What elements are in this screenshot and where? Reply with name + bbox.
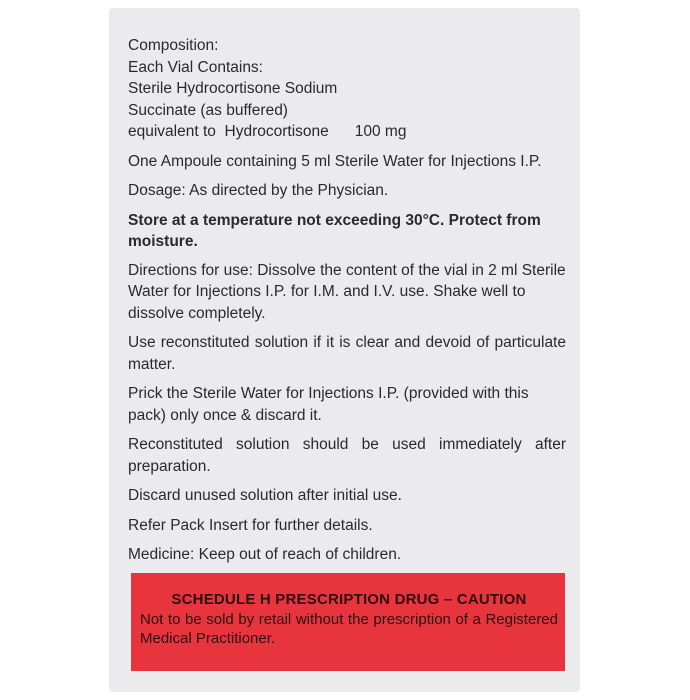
refer-statement: Refer Pack Insert for further details. bbox=[128, 516, 373, 534]
ampoule-statement: One Ampoule containing 5 ml Sterile Water for Injections I.P. bbox=[128, 152, 542, 170]
immediate-use-statement: Reconstituted solution should be used immediately after preparation. bbox=[128, 436, 566, 475]
schedule-h-caution-box bbox=[131, 573, 565, 671]
composition-vial-line: Each Vial Contains: bbox=[128, 58, 263, 76]
directions-for-use: Directions for use: Dissolve the content of the vial in 2 ml Sterile Water for Injections I.P. for I.M. and I.V. use. Shake well to dissolve completely. bbox=[128, 261, 566, 322]
composition-ingredient-line: Sterile Hydrocortisone Sodium bbox=[128, 80, 338, 97]
carton-panel bbox=[109, 8, 580, 692]
caution-title: SCHEDULE H PRESCRIPTION DRUG – CAUTION bbox=[171, 591, 527, 608]
dosage-statement: Dosage: As directed by the Physician. bbox=[128, 182, 389, 199]
composition-dose: 100 mg bbox=[354, 123, 407, 140]
composition-equivalent-text: equivalent to Hydrocortisone bbox=[128, 123, 329, 140]
composition-block bbox=[128, 35, 566, 143]
composition-equivalent-line bbox=[128, 121, 566, 143]
prick-statement: Prick the Sterile Water for Injections I.P. (provided with this pack) only once & discard it. bbox=[128, 385, 529, 424]
medicine-warning: Medicine: Keep out of reach of children. bbox=[128, 546, 402, 563]
caution-text: Not to be sold by retail without the prescription of a Registered Medical Practitioner. bbox=[140, 611, 558, 647]
storage-instruction: Store at a temperature not exceeding 30°C. Protect from moisture. bbox=[128, 211, 541, 250]
discard-statement: Discard unused solution after initial use. bbox=[128, 487, 402, 504]
composition-buffer-line: Succinate (as buffered) bbox=[128, 101, 288, 119]
composition-heading: Composition: bbox=[128, 37, 219, 54]
reconstituted-use-statement: Use reconstituted solution if it is clear and devoid of particulate matter. bbox=[128, 334, 566, 373]
